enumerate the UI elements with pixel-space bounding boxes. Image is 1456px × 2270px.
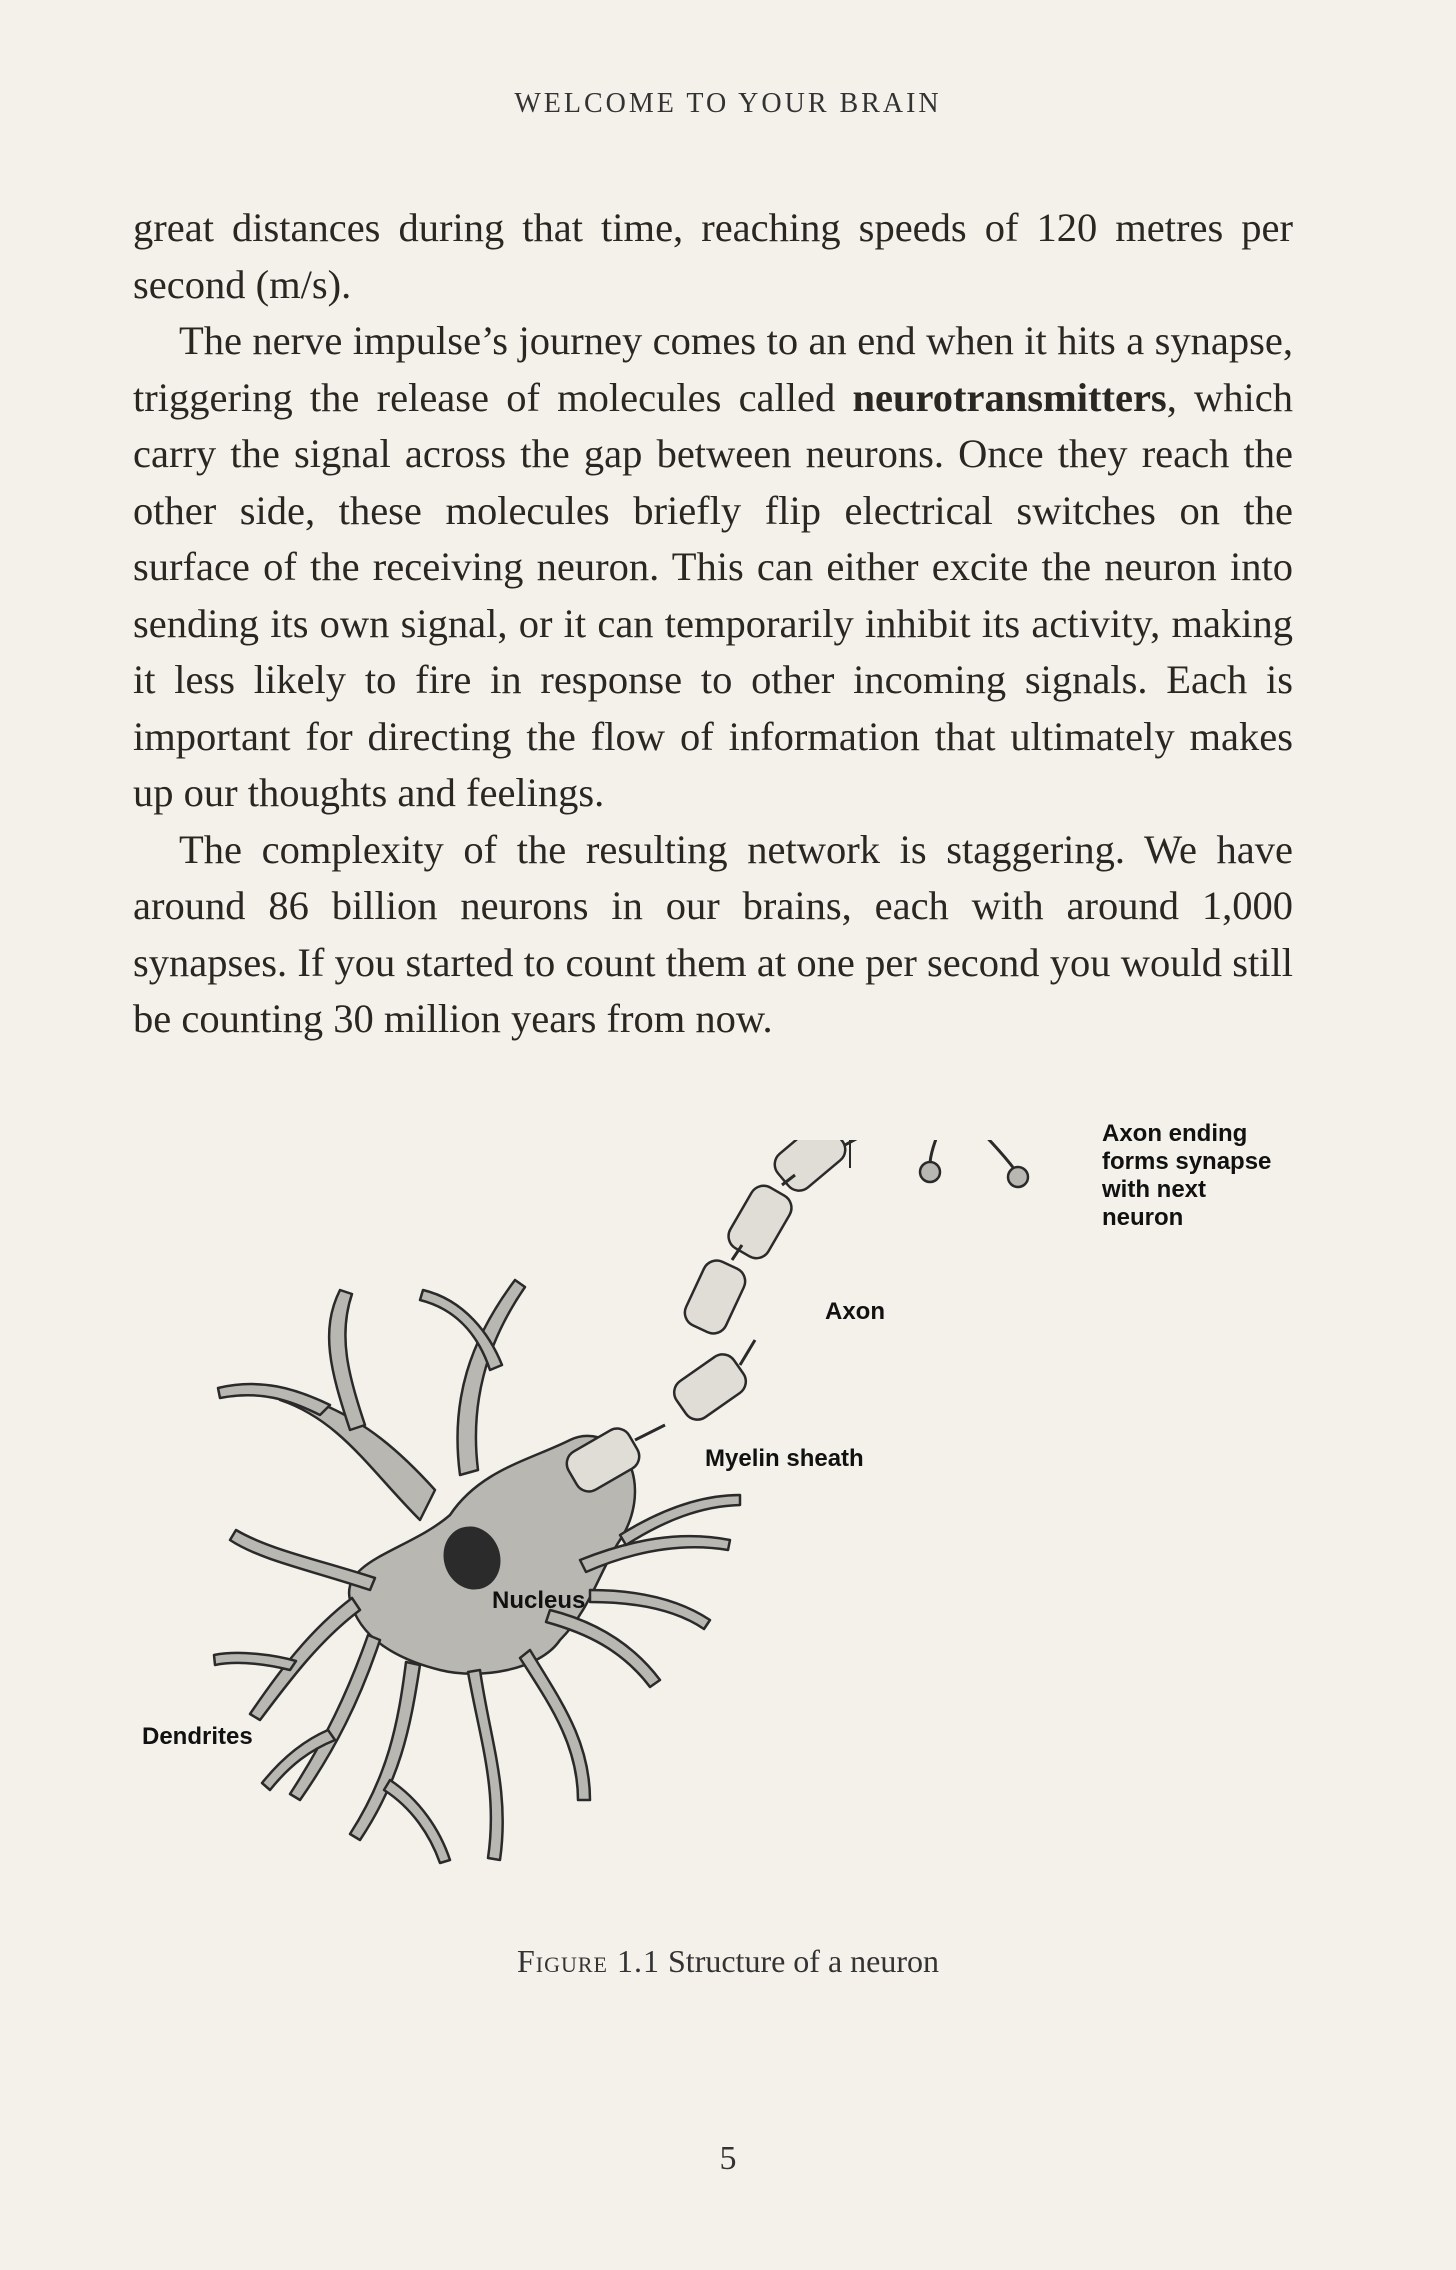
body-text	[133, 200, 1293, 1048]
label-axon-ending-line-2: forms synapse	[1102, 1148, 1272, 1175]
neuron-illustration	[120, 1140, 1320, 1920]
running-head: WELCOME TO YOUR BRAIN	[514, 88, 942, 119]
figure-caption	[0, 1943, 1456, 1980]
myelin-sheath	[562, 1140, 851, 1497]
term-neurotransmitters: neurotransmitters	[852, 374, 1167, 420]
synapse-knobs	[902, 1140, 1095, 1187]
label-dendrites: Dendrites	[142, 1723, 253, 1750]
caption-figure-number: Figure 1.1	[516, 1943, 660, 1979]
label-axon-ending-line-1: Axon ending	[1102, 1120, 1248, 1147]
label-axon-ending-line-4: neuron	[1102, 1204, 1184, 1231]
label-axon-ending	[1102, 1120, 1271, 1232]
label-axon: Axon	[825, 1298, 885, 1325]
caption-text: Structure of a neuron	[668, 1943, 940, 1979]
paragraph-3: The complexity of the resulting network is staggering. We have around 86 billion neurons in our brains, each with around 1,000 synapses. If you started to count them at one per second you would still be counting 30 million years from now.	[133, 826, 1293, 1041]
label-nucleus: Nucleus	[492, 1587, 586, 1614]
axon-terminal-branches	[845, 1140, 1080, 1170]
paragraph-2-start: The nerve impulse’s journey comes to an end when it hits a synapse, triggering the release of molecules called	[133, 318, 1293, 420]
paragraph-2-end: , which carry the signal across the gap between neurons. Once they reach the other side, these molecules briefly flip electrical switches on the surface of the receiving neuron. This can either excite the neuron into sending its own signal, or it can temporarily inhibit its activity, making it less likely to fire in response to other incoming signals. Each is important for directing the flow of information that ultimately makes up our thoughts and feelings.	[133, 374, 1294, 815]
label-myelin-sheath: Myelin sheath	[705, 1445, 864, 1472]
paragraph-2	[133, 313, 1293, 822]
label-axon-ending-line-3: with next	[1102, 1176, 1207, 1203]
neuron-figure	[120, 1120, 1320, 1920]
page-number: 5	[719, 2140, 737, 2177]
paragraph-1: great distances during that time, reaching speeds of 120 metres per second (m/s).	[133, 205, 1293, 307]
